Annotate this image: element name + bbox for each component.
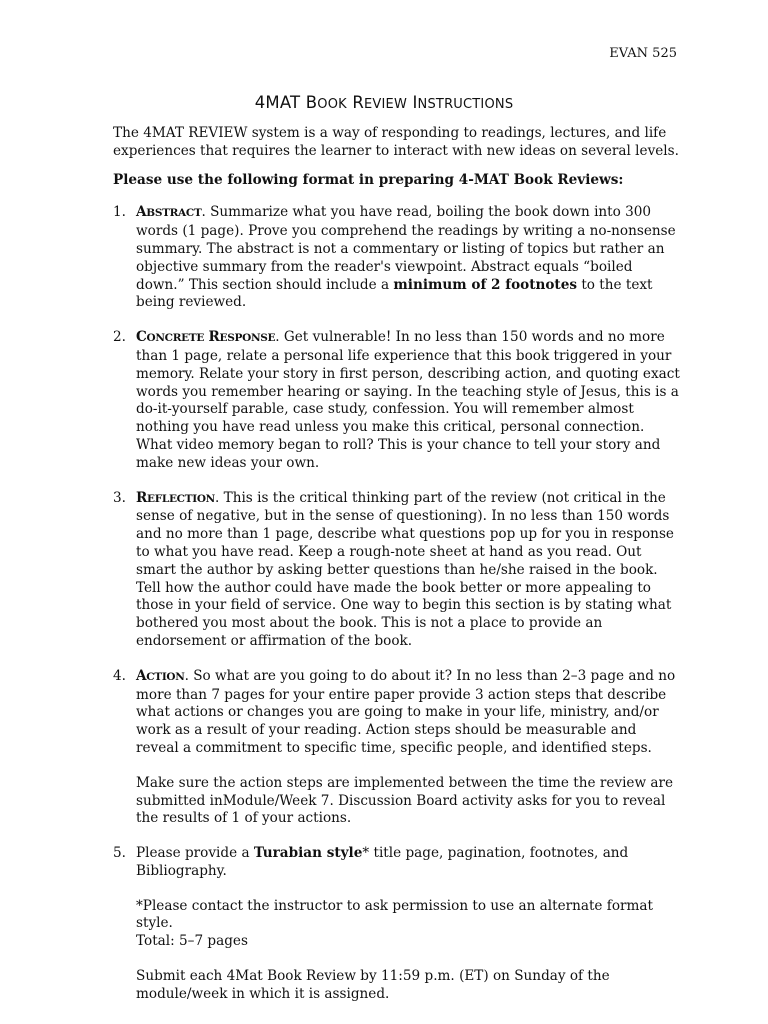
item-text: Please provide a: [136, 845, 254, 862]
heading-part: R: [204, 329, 220, 346]
submission-instructions: Submit each 4Mat Book Review by 11:59 p.m. (ET) on Sunday of the module/week in which it is assigned.: [136, 968, 610, 1002]
document-body: [113, 125, 683, 1021]
item-text: * title page, pagination, footnotes, and Bibliography.: [136, 845, 629, 879]
footnote-line: *Please contact the instructor to ask permission to use an alternate format style.: [136, 897, 653, 932]
title-part: NSTRUCTIONS: [417, 97, 514, 112]
item-paragraph: [136, 490, 683, 651]
page-header-course-code: EVAN 525: [609, 46, 677, 61]
format-footnote: [136, 898, 683, 951]
item-paragraph: [136, 845, 683, 881]
heading-part: C: [136, 329, 147, 346]
document-title: [0, 94, 768, 114]
title-part: 4MAT B: [254, 93, 318, 112]
heading-part: EFLECTION: [147, 492, 215, 505]
item-body: [136, 668, 683, 828]
heading-part: A: [136, 667, 147, 684]
item-text: . This is the critical thinking part of the review (not critical in the sense of negative, but in the sense of questioning). In no less than 150 words and no more than 1 page, describe what questions pop up for you in response to what you have read. Keep a rough-note sheet at hand as you read. Out smart the author by asking better questions than he/she raised in the book. Tell how the author could have made the book better or more appealing to those in your field of service. One way to begin this section is by stating what bothered you most about the book. This is not a place to provide an endorsement or affirmation of the book.: [136, 489, 674, 649]
total-pages-line: Total: 5–7 pages: [136, 933, 248, 950]
title-part: EVIEW: [364, 97, 408, 112]
list-item-action: [113, 668, 683, 828]
item-heading: [136, 329, 275, 345]
heading-part: R: [136, 489, 147, 506]
list-item-concrete-response: [113, 329, 683, 472]
item-number: 4.: [113, 667, 126, 684]
item-body: [136, 490, 683, 651]
title-part: R: [346, 93, 365, 112]
item-heading: [136, 204, 201, 220]
item-text: . Summarize what you have read, boiling the book down into 300 words (1 page). Prove you comprehend the readings by writing a no-nonsense summary. The abstract is not a commentary or listing of topics but rather an objective summary from the reader's viewpoint. Abstract equals “boiled down.” This section should include a: [136, 204, 676, 293]
intro-paragraph: The 4MAT REVIEW system is a way of responding to readings, lectures, and life experiences that requires the learner to interact with new ideas on several levels.: [113, 125, 679, 159]
item-paragraph: [136, 668, 683, 758]
action-note-paragraph: Make sure the action steps are implemented between the time the review are submitted inModule/Week 7. Discussion Board activity asks for you to reveal the results of 1 of your actions.: [136, 774, 674, 827]
item-number: 5.: [113, 845, 126, 862]
list-item-format: [113, 845, 683, 1004]
emphasis-text: minimum of 2 footnotes: [393, 276, 578, 293]
list-item-reflection: [113, 490, 683, 651]
item-number: 2.: [113, 329, 126, 346]
item-heading: [136, 668, 185, 684]
item-body: [136, 845, 683, 1004]
list-item-abstract: [113, 204, 683, 312]
item-text: . So what are you going to do about it? In no less than 2–3 page and no more than 7 pages for your entire paper provide 3 action steps that describe what actions or changes you are going to make in your life, ministry, and/or work as a result of your reading. Action steps should be measurable and reveal a commitment to specific time, specific people, and identified steps.: [136, 667, 676, 756]
heading-part: CTION: [146, 670, 185, 683]
item-number: 3.: [113, 489, 126, 506]
item-paragraph: [136, 329, 683, 472]
item-number: 1.: [113, 204, 126, 221]
item-body: [136, 329, 683, 472]
heading-part: BSTRACT: [146, 207, 202, 220]
emphasis-text: Turabian style: [253, 845, 363, 862]
heading-part: ONCRETE: [146, 332, 205, 345]
heading-part: ESPONSE: [219, 332, 276, 345]
heading-part: A: [136, 204, 147, 221]
format-heading: Please use the following format in preparing 4-MAT Book Reviews:: [113, 171, 624, 188]
title-part: I: [407, 93, 418, 112]
item-text: . Get vulnerable! In no less than 150 words and no more than 1 page, relate a personal life experience that this book triggered in your memory. Relate your story in first person, describing action, and quoting exact words you remember hearing or saying. In the teaching style of Jesus, this is a do-it-yourself parable, case study, confession. You will remember almost nothing you have read unless you make this critical, personal connection. What video memory began to roll? This is your chance to tell your story and make new ideas your own.: [136, 329, 680, 471]
item-heading: [136, 490, 215, 506]
title-part: OOK: [317, 97, 347, 112]
item-text: to the text being reviewed.: [136, 276, 653, 311]
item-paragraph: [136, 204, 683, 312]
item-body: [136, 204, 683, 312]
